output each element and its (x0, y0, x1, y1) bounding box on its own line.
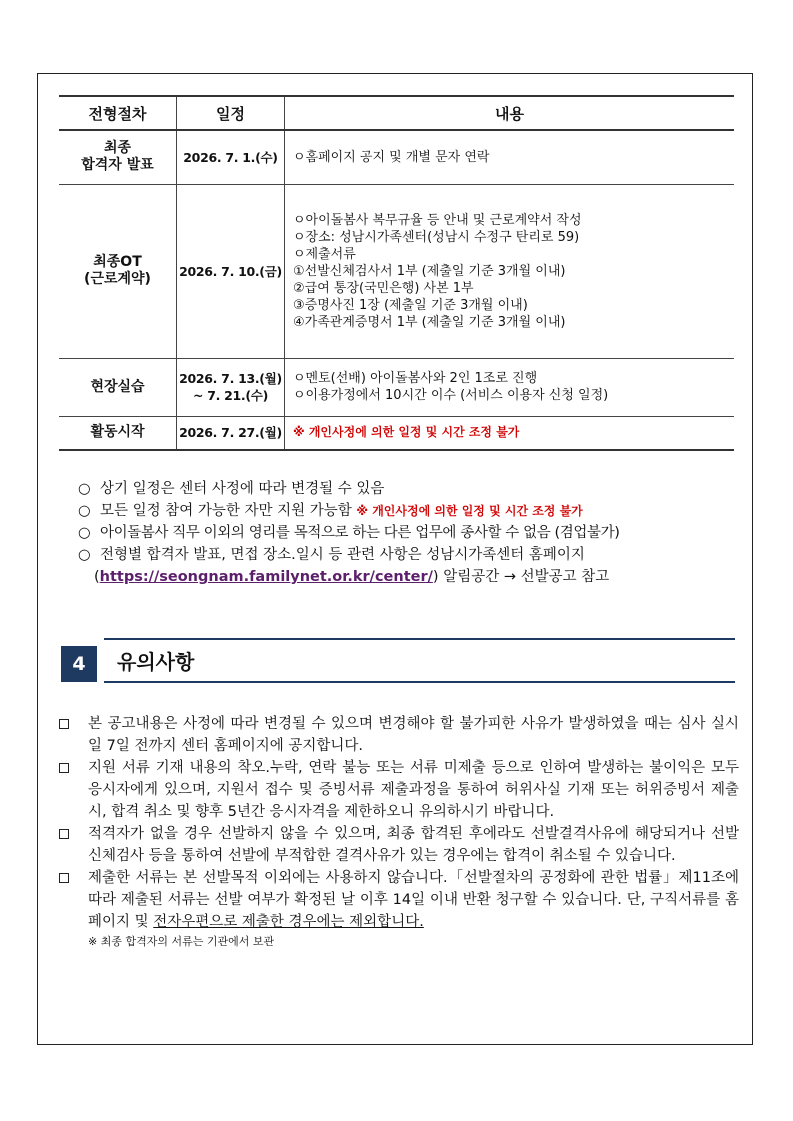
header-content: 내용 (285, 96, 735, 130)
table-row (59, 184, 734, 358)
date-text: 2026. 7. 10.(금) (179, 263, 282, 279)
step-cell (59, 358, 177, 416)
section-divider (104, 638, 735, 640)
table-row (59, 130, 734, 184)
date-cell (177, 130, 285, 184)
section-title: 유의사항 (117, 650, 195, 674)
note-tail: 알림공간 → 선발공고 참고 (438, 569, 610, 585)
checkbox-bullet-icon (59, 873, 69, 883)
circle-bullet-icon: ○ (78, 547, 91, 563)
paren-close: ) (432, 569, 439, 585)
date-text: 2026. 7. 1.(수) (183, 149, 278, 165)
content-cell (285, 358, 735, 416)
step-cell (59, 130, 177, 184)
content-cell (285, 416, 735, 450)
content-line: ③증명사진 1장 (제출일 기준 3개월 이내) (293, 297, 528, 313)
list-item (59, 713, 739, 757)
content-cell (285, 130, 735, 184)
list-item (59, 757, 739, 823)
content-line: ④가족관계증명서 1부 (제출일 기준 3개월 이내) (293, 314, 566, 330)
date-cell (177, 416, 285, 450)
warning-text: ※ 개인사정에 의한 일정 및 시간 조정 불가 (293, 425, 520, 440)
date-text: 2026. 7. 13.(월) (179, 371, 282, 386)
checkbox-bullet-icon (59, 719, 69, 729)
circle-bullet-icon: ○ (78, 503, 91, 519)
circle-bullet-icon: ○ (78, 525, 91, 541)
table-row (59, 416, 734, 450)
content-cell (285, 184, 735, 358)
header-date: 일정 (177, 96, 285, 130)
content-line: ㅇ홈페이지 공지 및 개별 문자 연락 (293, 149, 490, 165)
step-cell (59, 184, 177, 358)
caution-text (88, 867, 739, 933)
schedule-table (59, 95, 734, 451)
list-item (78, 544, 738, 588)
list-item (78, 478, 738, 500)
content-line: ㅇ제출서류 (293, 246, 356, 262)
date-cell (177, 184, 285, 358)
step-text: 최종 (103, 140, 132, 157)
content-line: ㅇ아이돌봄사 복무규율 등 안내 및 근로계약서 작성 (293, 212, 582, 228)
notes-list (78, 478, 738, 588)
step-text: 활동시작 (90, 424, 145, 441)
content-line: ㅇ멘토(선배) 아이돌봄사와 2인 1조로 진행 (293, 371, 538, 386)
header-step: 전형절차 (59, 96, 177, 130)
caution-text: 지원 서류 기재 내용의 착오.누락, 연락 불능 또는 서류 미제출 등으로 인하여 발생하는 불이익은 모두 응시자에게 있으며, 지원서 접수 및 증빙서류 제출과정을 통하여 허위사실 기재 또는 허위증빙서 제출 시, 합격 취소 및 향후 5년간 응시자격을 제한하오니 유의하시기 바랍니다. (88, 760, 739, 820)
circle-bullet-icon: ○ (78, 481, 91, 497)
paren-open: ( (94, 569, 100, 585)
list-item (59, 823, 739, 867)
step-text: 현장실습 (90, 378, 145, 395)
content-line: ㅇ장소: 성남시가족센터(성남시 수정구 탄리로 59) (293, 229, 580, 245)
checkbox-bullet-icon (59, 829, 69, 839)
note-text: 전형별 합격자 발표, 면접 장소.일시 등 관련 사항은 성남시가족센터 홈페이지 (100, 547, 585, 563)
date-cell (177, 358, 285, 416)
date-text: 2026. 7. 27.(월) (179, 425, 282, 441)
caution-text-underlined: 전자우편으로 제출한 경우에는 제외합니다. (153, 914, 424, 930)
note-continuation (78, 566, 738, 588)
step-text: 합격자 발표 (81, 157, 154, 174)
warning-text: ※ 개인사정에 의한 일정 및 시간 조정 불가 (356, 504, 583, 518)
note-text: 모든 일정 참여 가능한 자만 지원 가능함 (100, 503, 352, 519)
step-text: 최종OT (93, 254, 142, 270)
caution-text: 적격자가 없을 경우 선발하지 않을 수 있으며, 최종 합격된 후에라도 선발결격사유에 해당되거나 선발 신체검사 등을 통하여 선발에 부적합한 결격사유가 있는 경우에는 합격이 취소될 수 있습니다. (88, 826, 739, 864)
list-item (78, 500, 738, 522)
table-row (59, 358, 734, 416)
content-line: ㅇ이용가정에서 10시간 이수 (서비스 이용자 신청 일정) (293, 388, 609, 403)
note-text: 상기 일정은 센터 사정에 따라 변경될 수 있음 (100, 481, 385, 497)
caution-text: 본 공고내용은 사정에 따라 변경될 수 있으며 변경해야 할 불가피한 사유가 발생하였을 때는 심사 실시일 7일 전까지 센터 홈페이지에 공지합니다. (88, 716, 739, 754)
content-line: ②급여 통장(국민은행) 사본 1부 (293, 280, 474, 296)
content-line: ①선발신체검사서 1부 (제출일 기준 3개월 이내) (293, 263, 566, 279)
step-text: (근로계약) (84, 271, 151, 287)
note-text: 아이돌봄사 직무 이외의 영리를 목적으로 하는 다른 업무에 종사할 수 없음 (겸업불가) (100, 525, 620, 541)
section-divider (104, 681, 735, 683)
footnote: ※ 최종 합격자의 서류는 기관에서 보관 (88, 935, 275, 948)
section-number: 4 (61, 646, 97, 682)
checkbox-bullet-icon (59, 763, 69, 773)
caution-text-main: 제출한 서류는 본 선발목적 이외에는 사용하지 않습니다.「선발절차의 공정화에 관한 법률」제11조에 따라 제출된 서류는 선발 여부가 확정된 날 이후 14일 이내 반환 청구할 수 있습니다. 단, 구직서류를 홈페이지 및 (88, 870, 739, 930)
list-item (59, 867, 739, 933)
caution-list (59, 713, 739, 951)
list-item (78, 522, 738, 544)
homepage-link[interactable]: https://seongnam.familynet.or.kr/center/ (99, 569, 433, 585)
date-text: ~ 7. 21.(수) (193, 388, 268, 403)
table-header-row (59, 96, 734, 130)
step-cell (59, 416, 177, 450)
section-header (59, 638, 735, 682)
